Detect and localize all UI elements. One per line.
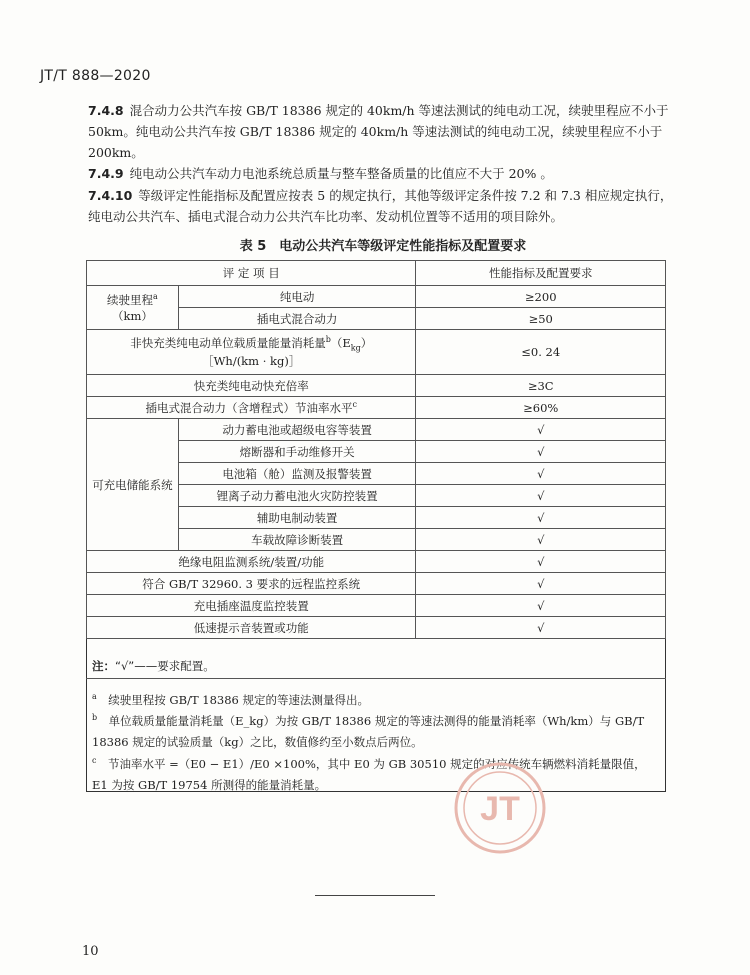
table-row — [87, 551, 666, 573]
table-row — [87, 573, 666, 595]
clause-text: 混合动力公共汽车按 GB/T 18386 规定的 40km/h 等速法测试的纯电动工况，续驶里程应不小于 50km。纯电动公共汽车按 GB/T 18386 规定的 40km/h 等速法测试的纯电动工况，续驶里程应不小于 200km。 — [88, 103, 669, 160]
clause-number: 7.4.8 — [88, 103, 124, 118]
svg-text:JT: JT — [480, 790, 520, 828]
storage-group-label: 可充电储能系统 — [87, 419, 179, 551]
other-item: 低速提示音装置或功能 — [87, 617, 416, 639]
table-row — [87, 286, 666, 308]
clause-text: 等级评定性能指标及配置应按表 5 的规定执行，其他等级评定条件按 7.2 和 7.3 相应规定执行，纯电动公共汽车、插电式混合动力公共汽车比功率、发动机位置等不适用的项目除外。 — [88, 188, 673, 224]
page-number: 10 — [82, 944, 99, 959]
table-row — [87, 419, 666, 441]
other-item: 充电插座温度监控装置 — [87, 595, 416, 617]
table-title: 表 5 电动公共汽车等级评定性能指标及配置要求 — [239, 239, 527, 254]
check-mark: √ — [416, 573, 666, 595]
check-mark: √ — [416, 463, 666, 485]
fast-charge-label: 快充类纯电动快充倍率 — [87, 375, 416, 397]
range-label-cell: 续驶里程$^a$ （km） — [87, 286, 179, 330]
table-row — [87, 375, 666, 397]
note-divider — [86, 678, 666, 679]
other-item: 符合 GB/T 32960. 3 要求的远程监控系统 — [87, 573, 416, 595]
storage-item: 锂离子动力蓄电池火灾防控装置 — [178, 485, 416, 507]
storage-item: 电池箱（舱）监测及报警装置 — [178, 463, 416, 485]
fuel-saving-value: ≥60% — [416, 397, 666, 419]
paragraph-7-4-8 — [88, 100, 678, 163]
check-mark: √ — [416, 551, 666, 573]
footnote-c: $^c$ 节油率水平 =（E0 − E1）/E0 ×100%，其中 E0 为 GB 30510 规定的对应传统车辆燃料消耗量限值，E1 为按 GB/T 19754 所测得的能量消耗量。 — [92, 756, 646, 792]
check-mark: √ — [416, 419, 666, 441]
end-rule — [315, 895, 435, 896]
table-row — [87, 595, 666, 617]
jt-seal-stamp — [452, 760, 548, 856]
other-item: 绝缘电阻监测系统/装置/功能 — [87, 551, 416, 573]
header-requirement: 性能指标及配置要求 — [416, 261, 666, 286]
check-mark: √ — [416, 595, 666, 617]
table-header-row — [87, 261, 666, 286]
footnote-a: $^a$ 续驶里程按 GB/T 18386 规定的等速法测量得出。 — [92, 692, 370, 707]
energy-label-cell: 非快充类纯电动单位载质量能量消耗量$^b(E_{kg})$ ［Wh/(km · kg)］ — [87, 330, 416, 375]
fuel-saving-label: 插电式混合动力（含增程式）节油率水平$^c$ — [87, 397, 416, 419]
range-type: 纯电动 — [178, 286, 416, 308]
grading-table — [86, 260, 666, 639]
range-value: ≥50 — [416, 308, 666, 330]
clause-number: 7.4.10 — [88, 188, 133, 203]
footnote-b: $^b$ 单位载质量能量消耗量（E_kg）为按 GB/T 18386 规定的等速法测得的能量消耗率（Wh/km）与 GB/T 18386 规定的试验质量（kg）之比，数值修约至小数点后两位。 — [92, 713, 645, 749]
document-header: JT/T 888—2020 — [40, 68, 151, 84]
table-row — [87, 617, 666, 639]
range-value: ≥200 — [416, 286, 666, 308]
clause-number: 7.4.9 — [88, 166, 124, 181]
clause-text: 纯电动公共汽车动力电池系统总质量与整车整备质量的比值应不大于 20% 。 — [129, 166, 553, 181]
storage-item: 车载故障诊断装置 — [178, 529, 416, 551]
storage-item: 熔断器和手动维修开关 — [178, 441, 416, 463]
header-item: 评 定 项 目 — [87, 261, 416, 286]
paragraph-7-4-9 — [88, 163, 678, 184]
energy-value: ≤0. 24 — [416, 330, 666, 375]
check-mark: √ — [416, 485, 666, 507]
storage-item: 动力蓄电池或超级电容等装置 — [178, 419, 416, 441]
check-mark: √ — [416, 441, 666, 463]
range-type: 插电式混合动力 — [178, 308, 416, 330]
paragraph-7-4-10 — [88, 185, 678, 227]
check-mark: √ — [416, 529, 666, 551]
check-mark: √ — [416, 617, 666, 639]
storage-item: 辅助电制动装置 — [178, 507, 416, 529]
table-row — [87, 330, 666, 375]
table-note: 注：“√”——要求配置。 — [92, 659, 215, 673]
table-row — [87, 397, 666, 419]
fast-charge-value: ≥3C — [416, 375, 666, 397]
check-mark: √ — [416, 507, 666, 529]
